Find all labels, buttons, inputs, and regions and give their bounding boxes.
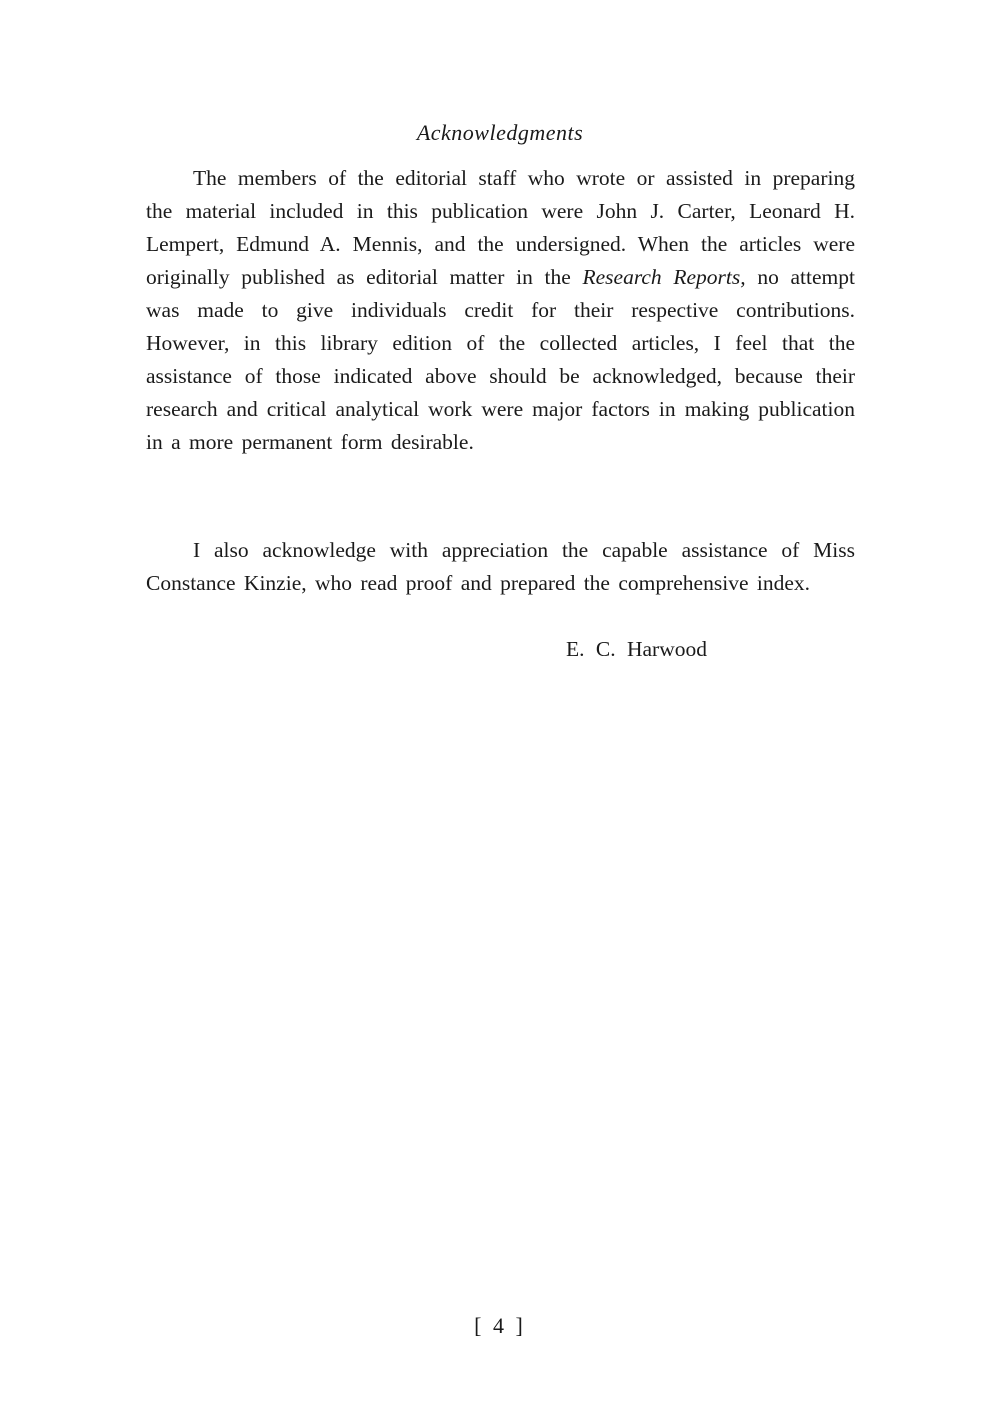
paragraph-text-segment: The members of the editorial staff who wrote or assisted in preparing the material included in this publication were John J. Carter, Leonard H. Lempert, Edmund A. Mennis, and the undersigned. When the articles were originally published as editorial matter in the — [146, 166, 855, 289]
paragraph-text — [146, 162, 855, 459]
page-title: Acknowledgments — [416, 120, 584, 145]
paragraph-text: I also acknowledge with appreciation the capable assistance of Miss Constance Kinzie, who read proof and prepared the comprehensive index. — [146, 538, 855, 595]
paragraph-staff-credits — [146, 162, 855, 459]
paragraph-text-segment: no attempt was made to give individuals credit for their respective contributions. However, in this library edition of the collected articles, I feel that the assistance of those indicated above should be acknowledged, because their research and critical analytical work were major factors in making publication in a more permanent form desirable. — [146, 265, 855, 454]
page-number: [ 4 ] — [474, 1313, 526, 1338]
author-signature: E. C. Harwood — [566, 637, 707, 661]
paragraph-index-credit — [146, 534, 855, 600]
publication-title-italic: Research Reports, — [582, 265, 746, 289]
